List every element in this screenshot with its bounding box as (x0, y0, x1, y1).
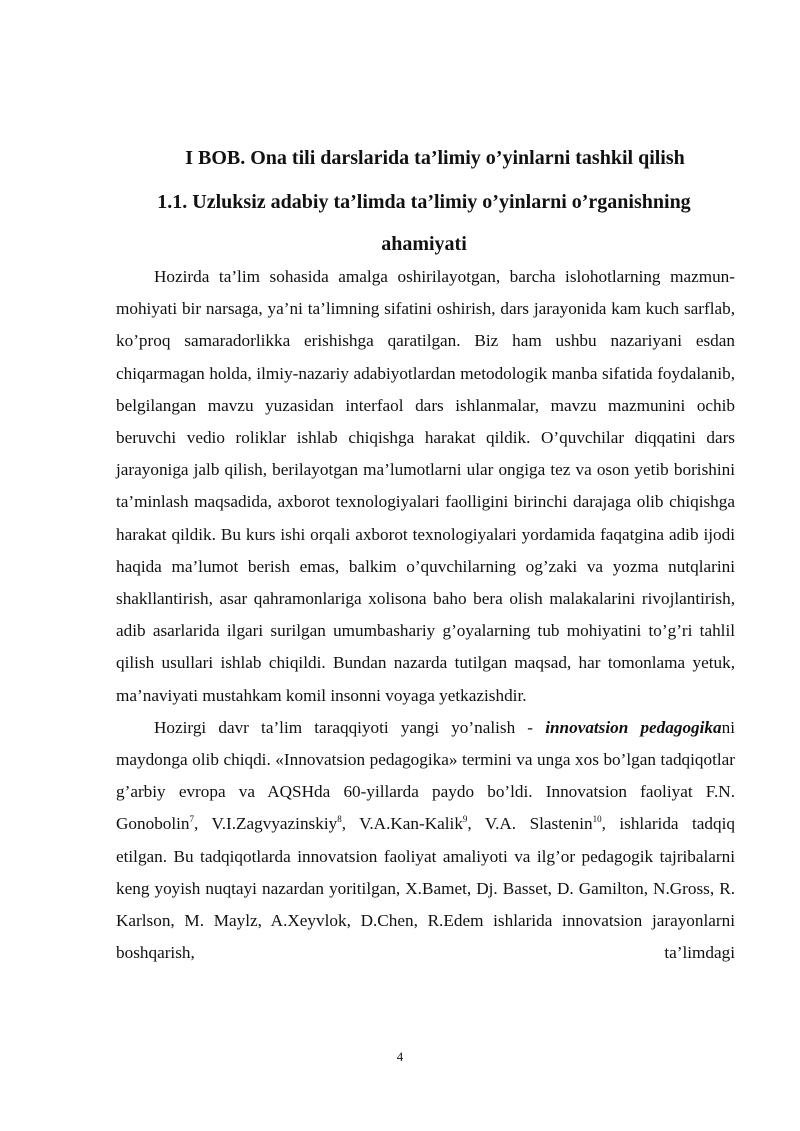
page-number: 4 (396, 1049, 404, 1064)
chapter-title: I BOB. Ona tili darslarida ta’limiy o’yinlarni tashkil qilish (185, 147, 685, 169)
footnote-ref[interactable]: 7 (189, 814, 195, 825)
paragraph-2-text: , ishlarida tadqiq etilgan. Bu tadqiqotlarda innovatsion faoliyat amaliyoti va ilg’or pedagogik tajribalarni keng yoyish nuqtayi nazardan yoritilgan, X.Bamet, Dj. Basset, D. Gamilton, N.Gross, R. Karlson, M. Maylz, A.Xeyvlok, D.Chen, R.Edem ishlarida innovatsion jarayonlarni boshqarish, ta’limdagi (116, 814, 735, 963)
body-text (116, 261, 735, 969)
paragraph-2-text: , V.I.Zagvyazinskiy (194, 814, 338, 834)
paragraph-2-text: , V.A.Kan-Kalik (341, 814, 463, 834)
paragraph-2 (116, 712, 735, 970)
emphasis-term: innovatsion pedagogika (545, 717, 722, 737)
paragraph-2-text: ni maydonga olib chiqdi. «Innovatsion pedagogika» termini va unga xos bo’lgan tadqiqotlar g’arbiy evropa va AQSHda 60-yillarda paydo bo’ldi. Innovatsion faoliyat F.N. Gonobolin (116, 717, 735, 834)
footnote-ref[interactable]: 10 (592, 814, 602, 825)
paragraph-1: Hozirda ta’lim sohasida amalga oshirilayotgan, barcha islohotlarning mazmun-mohiyati bir narsaga, ya’ni ta’limning sifatini oshirish, dars jarayonida kam kuch sarflab, ko’proq samaradorlikka erishishga qaratilgan. Biz ham ushbu nazariyani esdan chiqarmagan holda, ilmiy-nazariy adabiyotlardan metodologik manba sifatida foydalanib, belgilangan mavzu yuzasidan interfaol dars ishlanmalar, mavzu mazmunini ochib beruvchi vedio roliklar ishlab chiqishga harakat qildik. O’quvchilar diqqatini dars jarayoniga jalb qilish, berilayotgan ma’lumotlarni ular ongiga tez va oson yetib borishini ta’minlash maqsadida, axborot texnologiyalari faolligini birinchi darajaga olib chiqishga harakat qildik. Bu kurs ishi orqali axborot texnologiyalari yordamida faqatgina adib ijodi haqida ma’lumot berish emas, balkim o’quvchilarning og’zaki va yozma nutqlarini shakllantirish, asar qahramonlariga xolisona baho bera olish malakalarini rivojlantirish, adib asarlarida ilgari surilgan umumbashariy g’oyalarning tub mohiyatini to’g’ri tahlil qilish usullari ishlab chiqildi. Bundan nazarda tutilgan maqsad, har tomonlama yetuk, ma’naviyati mustahkam komil insonni voyaga yetkazishdir. (116, 267, 735, 705)
paragraph-2-text: , V.A. Slastenin (467, 814, 593, 834)
footnote-ref[interactable]: 9 (462, 814, 468, 825)
paragraph-2-text: Hozirgi davr ta’lim taraqqiyoti yangi yo’nalish - (154, 717, 546, 737)
footnote-ref[interactable]: 8 (337, 814, 342, 825)
section-title: 1.1. Uzluksiz adabiy ta’limda ta’limiy o’yinlarni o’rganishning ahamiyati (157, 191, 691, 255)
